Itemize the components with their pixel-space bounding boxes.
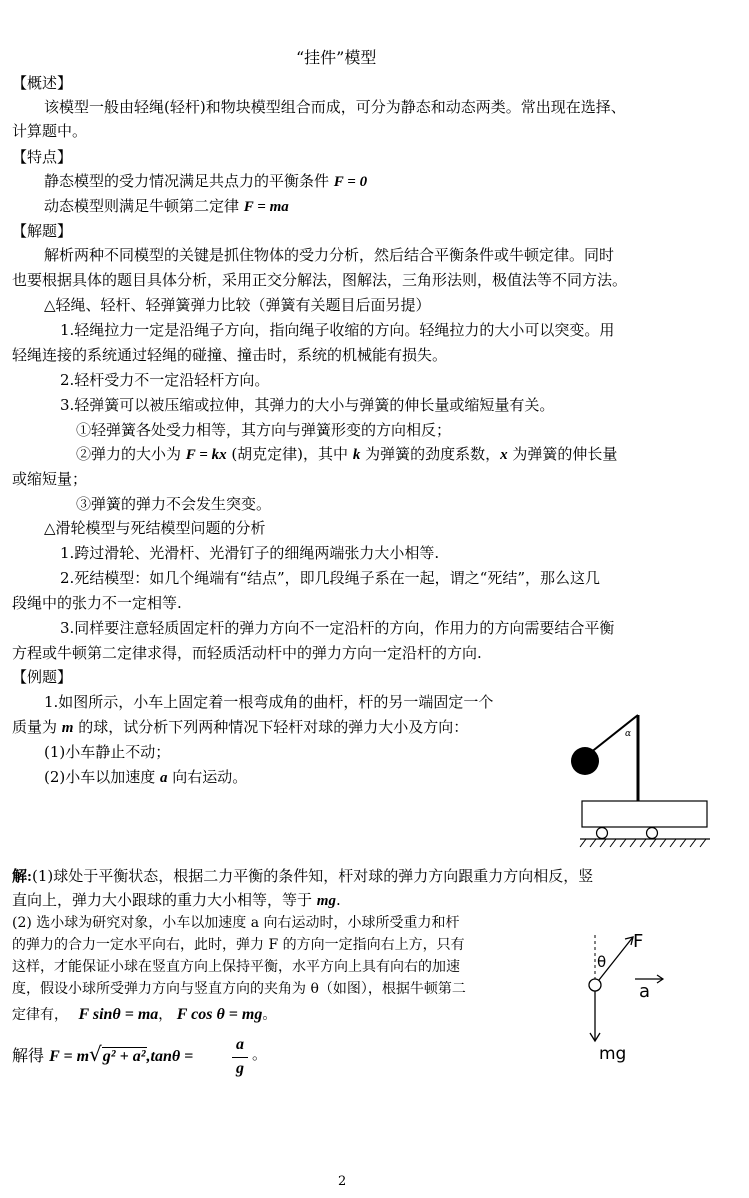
result-fraction-bar: [232, 1057, 248, 1058]
example-line-2: 质量为 m 的球，试分析下列两种情况下轻杆对球的弹力大小及方向：: [12, 718, 469, 736]
knot-point-2a: 2.死结模型：如几个绳端有“结点”，即几段绳子系在一起，谓之“死结”，那么这几: [60, 569, 600, 587]
dynamic-condition: 动态模型则满足牛顿第二定律 F = ma: [44, 197, 289, 215]
answer-part2-line-4: 度，假设小球所受弹力方向与竖直方向的夹角为 θ（如图），根据牛顿第二: [12, 981, 466, 997]
pulley-point-1: 1.跨过滑轮、光滑杆、光滑钉子的细绳两端张力大小相等.: [60, 544, 440, 562]
dynamic-equation: F = ma: [243, 199, 289, 215]
force-F-label: F: [633, 931, 644, 952]
features-heading: 【特点】: [12, 148, 73, 166]
page-title: “挂件”模型: [296, 48, 377, 67]
rod-point-3a: 3.同样要注意轻质固定杆的弹力方向不一定沿杆的方向，作用力的方向需要结合平衡: [60, 619, 615, 637]
compare-title: △轻绳、轻杆、轻弹簧弹力比较（弹簧有关题目后面另提）: [44, 296, 431, 314]
example-case-2: (2)小车以加速度 a 向右运动。: [44, 768, 248, 786]
solution-heading: 【解题】: [12, 222, 73, 240]
answer-part2-line-5: 定律有， F sinθ = ma， F cos θ = mg。: [12, 1006, 277, 1023]
answer-part2-line-2: 的弹力的合力一定水平向右，此时，弹力 F 的方向一定指向右上方，只有: [12, 937, 465, 953]
rod-point-3b: 方程或牛顿第二定律求得，而轻质活动杆中的弹力方向一定沿杆的方向.: [12, 644, 482, 662]
force-diagram: [575, 915, 665, 1065]
accel-a-label: a: [639, 981, 651, 1002]
cart-wheel-left: [597, 828, 608, 839]
angle-alpha-label: α: [625, 729, 632, 739]
overview-line-1: 该模型一般由轻绳(轻杆)和物块模型组合而成，可分为静态和动态两类。常出现在选择、: [44, 98, 626, 116]
example-case-1: (1)小车静止不动；: [44, 743, 171, 761]
spring-sub-3: ③弹簧的弹力不会发生突变。: [76, 495, 272, 513]
result-line: 解得 F = m√g² + a²,tanθ =: [12, 1042, 194, 1066]
cart-figure: [560, 705, 730, 865]
spring-sub-2-cont: 或缩短量；: [12, 470, 88, 488]
result-fraction-den: g: [236, 1060, 244, 1077]
pulley-title: △滑轮模型与死结模型问题的分析: [44, 519, 266, 537]
example-line-1: 1.如图所示，小车上固定着一根弯成角的曲杆，杆的另一端固定一个: [44, 693, 494, 711]
rope-point-1b: 轻绳连接的系统通过轻绳的碰撞、撞击时，系统的机械能有损失。: [12, 346, 448, 364]
overview-heading: 【概述】: [12, 74, 73, 92]
answer-part2-line-3: 这样，才能保证小球在竖直方向上保持平衡，水平方向上具有向右的加速: [12, 959, 460, 975]
cart-body: [582, 801, 707, 827]
page-number: 2: [338, 1174, 347, 1189]
spring-point-3: 3.轻弹簧可以被压缩或拉伸，其弹力的大小与弹簧的伸长量或缩短量有关。: [60, 396, 555, 414]
answer-label: 解:: [12, 869, 32, 885]
small-ball: [589, 979, 601, 991]
equation-cos: F cos θ = mg: [176, 1006, 263, 1023]
static-equation: F = 0: [333, 174, 368, 190]
theta-label: θ: [597, 953, 607, 971]
solution-line-1: 解析两种不同模型的关键是抓住物体的受力分析，然后结合平衡条件或牛顿定律。同时: [44, 246, 615, 264]
rod-point-2: 2.轻杆受力不一定沿轻杆方向。: [60, 371, 270, 389]
result-fraction-num: a: [236, 1036, 244, 1053]
ball: [571, 747, 599, 775]
result-end: 。: [252, 1045, 268, 1063]
answer-line-1: 解:(1)球处于平衡状态，根据二力平衡的条件知，杆对球的弹力方向跟重力方向相反，竖: [12, 867, 594, 885]
static-condition: 静态模型的受力情况满足共点力的平衡条件 F = 0: [44, 172, 368, 190]
result-tan: ,tanθ =: [146, 1048, 194, 1065]
knot-point-2b: 段绳中的张力不一定相等.: [12, 594, 182, 612]
example-heading: 【例题】: [12, 668, 73, 686]
solution-line-2: 也要根据具体的题目具体分析，采用正交分解法，图解法，三角形法则，极值法等不同方法。: [12, 271, 628, 289]
equation-sin: F sinθ = ma: [78, 1006, 159, 1023]
mg-label: mg: [599, 1044, 627, 1064]
spring-sub-2: ②弹力的大小为 F = kx (胡克定律)，其中 k 为弹簧的劲度系数，x 为弹簧的伸长量: [76, 445, 618, 463]
cart-wheel-right: [647, 828, 658, 839]
ground-hatching: [580, 839, 706, 847]
result-radicand: g² + a²: [102, 1048, 146, 1065]
rope-point-1a: 1.轻绳拉力一定是沿绳子方向，指向绳子收缩的方向。轻绳拉力的大小可以突变。用: [60, 321, 615, 339]
answer-part2-line-1: (2) 选小球为研究对象，小车以加速度 a 向右运动时，小球所受重力和杆: [12, 915, 460, 931]
overview-line-2: 计算题中。: [12, 122, 88, 140]
result-F: F = m: [49, 1048, 90, 1065]
spring-sub-1: ①轻弹簧各处受力相等，其方向与弹簧形变的方向相反；: [76, 421, 452, 439]
answer-line-2: 直向上，弹力大小跟球的重力大小相等，等于 mg.: [12, 891, 341, 909]
